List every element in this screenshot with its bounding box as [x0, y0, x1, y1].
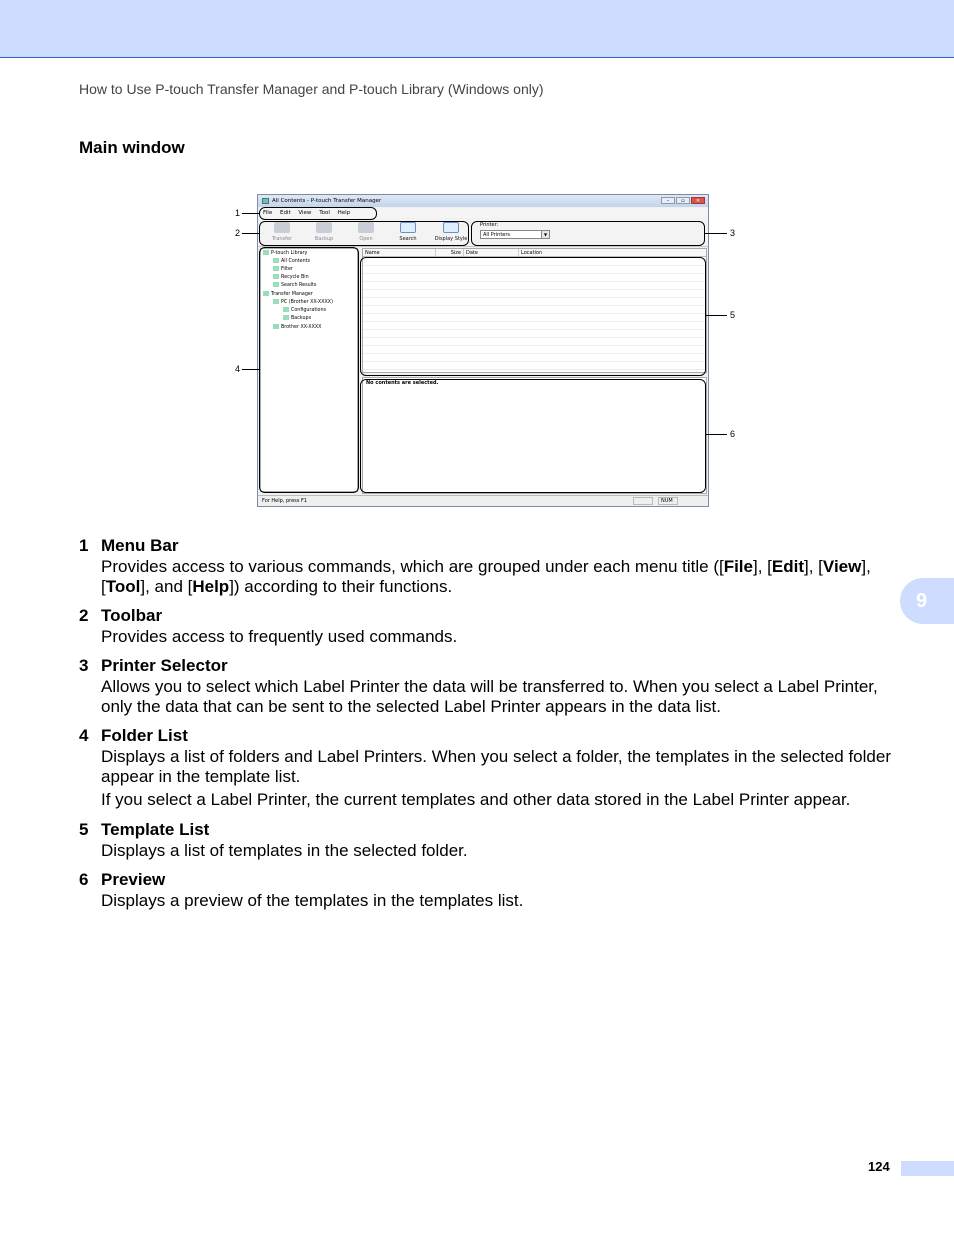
- item-toolbar: [79, 605, 899, 647]
- menu-help: Help: [337, 210, 351, 216]
- item-printer-selector: [79, 655, 899, 717]
- status-text: For Help, press F1: [262, 498, 308, 504]
- tree-item: Recycle Bin: [273, 274, 309, 280]
- leader-line: [706, 315, 727, 316]
- tree-item: Search Results: [273, 282, 316, 288]
- callout-number-4: 4: [235, 364, 241, 374]
- column-name: Name: [365, 250, 380, 256]
- item-desc: Displays a list of templates in the selected folder.: [101, 841, 468, 860]
- backup-label: Backup: [314, 236, 334, 242]
- item-title: Template List: [101, 820, 210, 839]
- tree-item: All Contents: [273, 258, 310, 264]
- callout-number-2: 2: [235, 228, 241, 238]
- callout-toolbar: [259, 221, 469, 246]
- item-number: 3: [79, 656, 89, 675]
- tree-item: Configurations: [283, 307, 326, 313]
- item-desc: Allows you to select which Label Printer the data will be transferred to. When you select a Label Printer, only the data that can be sent to the selected Label Printer appears in the data list.: [101, 677, 878, 716]
- printer-select-value: All Printers: [483, 232, 511, 238]
- leader-line: [706, 434, 727, 435]
- item-desc: Displays a preview of the templates in the templates list.: [101, 891, 524, 910]
- page-number-bar: [901, 1161, 954, 1176]
- tree-item: Transfer Manager: [263, 291, 313, 297]
- window-controls: [661, 197, 705, 204]
- menu-file: File: [263, 210, 273, 216]
- callout-preview: [360, 379, 706, 493]
- section-title: Main window: [79, 138, 185, 157]
- item-template-list: [79, 819, 899, 861]
- callout-number-5: 5: [730, 310, 736, 320]
- close-icon: ✕: [691, 197, 705, 204]
- minimize-icon: –: [661, 197, 675, 204]
- callout-number-1: 1: [235, 208, 241, 218]
- main-window-figure: [228, 190, 748, 510]
- transfer-label: Transfer: [271, 236, 293, 242]
- open-label: Open: [359, 236, 373, 242]
- leader-line: [242, 369, 259, 370]
- leader-line: [242, 213, 259, 214]
- item-desc: Provides access to frequently used commands.: [101, 627, 458, 646]
- printer-label: Printer:: [480, 222, 499, 228]
- running-header: How to Use P-touch Transfer Manager and P-touch Library (Windows only): [79, 81, 544, 97]
- display-style-label: Display Style: [434, 236, 468, 242]
- item-desc-rich: Provides access to various commands, which are grouped under each menu title ([File], [Edit], [View], [Tool], and [Help]) according to their functions.: [101, 557, 871, 596]
- leader-line: [705, 233, 727, 234]
- chapter-tab: 9: [900, 578, 954, 624]
- item-preview: [79, 869, 899, 911]
- item-folder-list: [79, 725, 899, 810]
- item-number: 4: [79, 726, 89, 745]
- status-num: NUM: [658, 497, 678, 505]
- column-date: Date: [463, 249, 518, 257]
- item-number: 6: [79, 870, 89, 889]
- item-title: Folder List: [101, 726, 188, 745]
- callout-template-list: [360, 257, 706, 376]
- status-bar: [258, 495, 708, 506]
- chevron-down-icon: ▼: [541, 231, 549, 238]
- item-title: Printer Selector: [101, 656, 228, 675]
- column-size: Size: [435, 249, 463, 257]
- callout-number-6: 6: [730, 429, 736, 439]
- menu-tool: Tool: [319, 210, 330, 216]
- menu-view: View: [298, 210, 312, 216]
- menu-edit: Edit: [279, 210, 291, 216]
- item-number: 2: [79, 606, 89, 625]
- callout-menu-bar: [259, 207, 377, 220]
- item-desc: Displays a list of folders and Label Printers. When you select a folder, the templates in the selected folder appear in the template list.: [101, 747, 891, 786]
- column-location: Location: [518, 249, 678, 257]
- status-cell: [633, 497, 653, 505]
- tree-item: Brother XX-XXXX: [273, 324, 321, 330]
- tree-item: P-touch Library: [263, 250, 307, 256]
- tree-item: Filter: [273, 266, 293, 272]
- top-band: [0, 0, 954, 58]
- tree-item: Backups: [283, 315, 311, 321]
- item-number: 1: [79, 536, 89, 555]
- callout-printer-selector: [471, 221, 705, 246]
- item-title: Preview: [101, 870, 166, 889]
- window-title: All Contents - P-touch Transfer Manager: [272, 198, 382, 204]
- callout-folder-list: [259, 247, 359, 493]
- item-title: Toolbar: [101, 606, 163, 625]
- item-number: 5: [79, 820, 89, 839]
- search-label: Search: [399, 236, 417, 242]
- app-icon: [262, 198, 269, 204]
- callout-number-3: 3: [730, 228, 736, 238]
- leader-line: [242, 233, 259, 234]
- item-desc: If you select a Label Printer, the current templates and other data stored in the Label Printer appear.: [101, 790, 851, 809]
- window-titlebar: [258, 195, 708, 207]
- list-header: [363, 249, 706, 257]
- maximize-icon: ▫: [676, 197, 690, 204]
- preview-text: No contents are selected.: [366, 380, 439, 386]
- tree-item: PC (Brother XX-XXXX): [273, 299, 333, 305]
- item-menu-bar: [79, 535, 899, 597]
- page-number: 124: [868, 1159, 890, 1174]
- item-title: Menu Bar: [101, 536, 179, 555]
